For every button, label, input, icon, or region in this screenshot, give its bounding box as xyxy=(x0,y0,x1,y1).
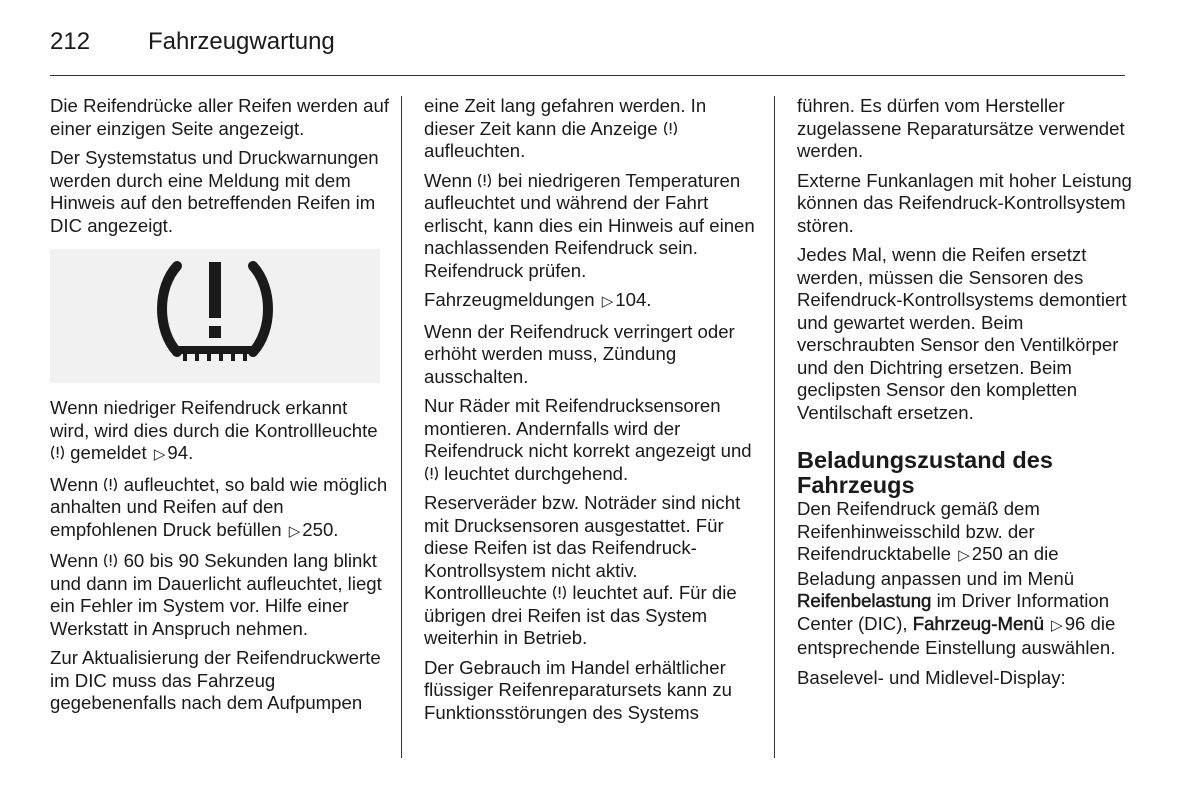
tire-pressure-warning-icon xyxy=(51,445,64,461)
column-divider-2 xyxy=(774,96,775,758)
chapter-title: Fahrzeugwartung xyxy=(148,28,335,55)
paragraph: Die Reifendrücke aller Reifen werden auf einer einzigen Seite angezeigt. xyxy=(50,95,389,139)
paragraph: Der Gebrauch im Handel erhältlicher flüssiger Reifenreparatursets kann zu Funktionsstörungen des Systems xyxy=(424,656,732,723)
reference-arrow-icon: ▷ xyxy=(601,293,614,310)
paragraph: Jedes Mal, wenn die Reifen ersetzt werden, müssen die Sensoren des Reifendruck-Kontrollsystems demontiert und gewartet werden. Beim verschraubten Sensor den Ventilkörper und den Dichtring ersetzen. Beim geclipsten Sensor den kompletten Ventilschaft ersetzen. xyxy=(797,244,1127,423)
paragraph: eine Zeit lang gefahren werden. In dieser Zeit kann die Anzeige aufleuchten. xyxy=(424,95,707,161)
tire-pressure-warning-icon xyxy=(155,258,275,374)
page-number: 212 xyxy=(50,28,91,55)
paragraph: Wenn 60 bis 90 Sekunden lang blinkt und dann im Dauerlicht aufleuchtet, liegt ein Fehler im System vor. Hilfe einer Werkstatt in Anspruch nehmen. xyxy=(50,550,382,639)
paragraph: Fahrzeugmeldungen ▷ 104. xyxy=(424,289,759,314)
reference-arrow-icon: ▷ xyxy=(1051,616,1063,634)
tire-pressure-warning-icon xyxy=(104,553,117,569)
menu-name: Reifenbelastung xyxy=(797,590,932,611)
column-2 xyxy=(424,95,759,731)
header-rule xyxy=(50,75,1125,76)
paragraph: Externe Funkanlagen mit hoher Leistung können das Reifendruck-Kontrollsystem stören. xyxy=(797,169,1132,236)
paragraph: Baselevel- und Midlevel-Display: xyxy=(797,666,1066,688)
reference-arrow-icon: ▷ xyxy=(153,446,166,463)
tire-pressure-warning-icon xyxy=(664,121,677,137)
tire-pressure-warning-icon xyxy=(104,477,117,493)
paragraph: Wenn niedriger Reifendruck erkannt wird, wird dies durch die Kontrollleuchte gemeldet ▷ 94. xyxy=(50,397,390,467)
paragraph: Der Systemstatus und Druckwarnungen werden durch eine Meldung mit dem Hinweis auf den betreffenden Reifen im DIC angezeigt. xyxy=(50,147,379,236)
reference-arrow-icon: ▷ xyxy=(958,547,970,564)
column-3 xyxy=(797,95,1132,696)
column-divider-1 xyxy=(401,96,402,758)
paragraph: Reserveräder bzw. Noträder sind nicht mit Drucksensoren ausgestattet. Für diese Reifen ist das Reifendruck-Kontrollsystem nicht aktiv. Kontrollleuchte leuchtet auf. Für die übrigen drei Reifen ist das System weiterhin in Betrieb. xyxy=(424,492,741,648)
paragraph: Wenn aufleuchtet, so bald wie möglich anhalten und Reifen auf den empfohlenen Druck befüllen ▷ 250. xyxy=(50,474,390,544)
page-header xyxy=(50,28,335,56)
reference-arrow-icon: ▷ xyxy=(288,522,301,540)
tire-pressure-warning-icon xyxy=(553,585,566,601)
section-heading: Beladungszustand des Fahrzeugs xyxy=(797,447,1053,498)
tire-pressure-warning-icon xyxy=(478,173,491,189)
tire-pressure-warning-icon xyxy=(425,466,438,482)
paragraph: Nur Räder mit Reifendrucksensoren montieren. Andernfalls wird der Reifendruck nicht korrekt angezeigt und leuchtet durchgehend. xyxy=(424,395,752,484)
paragraph: Wenn der Reifendruck verringert oder erhöht werden muss, Zündung ausschalten. xyxy=(424,320,735,387)
paragraph: Wenn bei niedrigeren Temperaturen aufleuchtet und während der Fahrt erlischt, kann dies ein Hinweis auf einen nachlassenden Reifendruck sein. Reifendruck prüfen. xyxy=(424,169,755,281)
menu-name: Fahrzeug-Menü xyxy=(912,612,1044,634)
paragraph: Zur Aktualisierung der Reifendruckwerte im DIC muss das Fahrzeug gegebenenfalls nach dem Aufpumpen xyxy=(50,647,381,713)
paragraph: führen. Es dürfen vom Hersteller zugelassene Reparatursätze verwendet werden. xyxy=(797,95,1125,161)
column-1 xyxy=(50,95,390,722)
tire-pressure-warning-figure xyxy=(50,249,380,383)
paragraph: Den Reifendruck gemäß dem Reifenhinweisschild bzw. der Reifendrucktabelle ▷ 250 an die Beladung anpassen und im Menü Reifenbelastung im Driver Information Center (DIC), Fahrzeug-Menü ▷ 96 die entsprechende Einstellung auswählen. xyxy=(797,498,1116,658)
